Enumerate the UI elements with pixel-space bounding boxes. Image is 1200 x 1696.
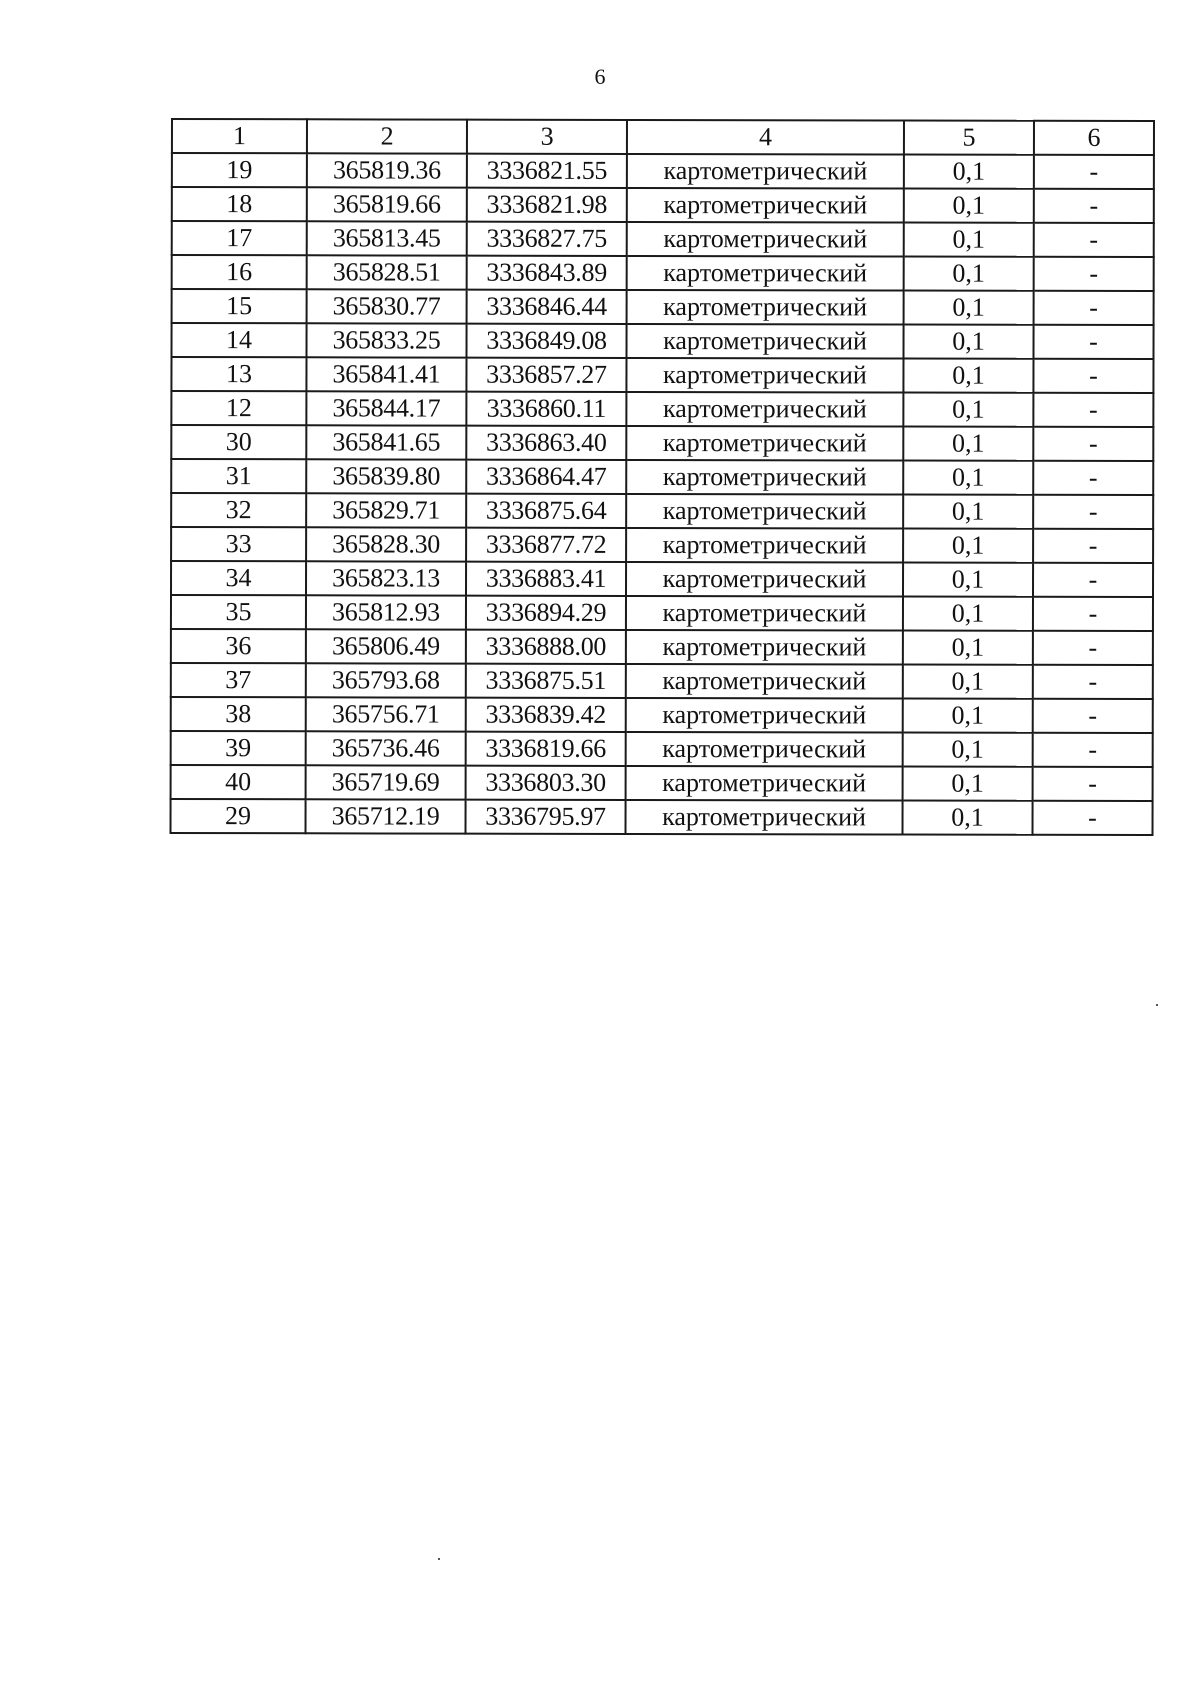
y-coordinate-cell: 3336821.98 (467, 188, 627, 222)
x-coordinate-cell: 365839.80 (306, 459, 466, 493)
point-number-cell: 33 (171, 527, 306, 561)
accuracy-cell: 0,1 (903, 529, 1033, 563)
method-cell: картометрический (626, 664, 903, 699)
header-cell: 5 (904, 121, 1034, 155)
table-row (171, 663, 1153, 699)
x-coordinate-cell: 365736.46 (306, 731, 466, 765)
y-coordinate-cell: 3336819.66 (466, 732, 626, 766)
note-cell: - (1033, 325, 1153, 359)
y-coordinate-cell: 3336863.40 (466, 426, 626, 460)
note-cell: - (1034, 223, 1154, 257)
accuracy-cell: 0,1 (904, 257, 1034, 291)
method-cell: картометрический (626, 358, 903, 393)
method-cell: картометрический (627, 290, 904, 325)
table-row (171, 629, 1153, 665)
table-row (171, 765, 1153, 801)
method-cell: картометрический (626, 732, 903, 767)
method-cell: картометрический (626, 698, 903, 733)
note-cell: - (1033, 801, 1153, 835)
note-cell: - (1034, 189, 1154, 223)
method-cell: картометрический (626, 766, 903, 801)
point-number-cell: 18 (172, 187, 307, 221)
x-coordinate-cell: 365712.19 (306, 799, 466, 833)
y-coordinate-cell: 3336894.29 (466, 596, 626, 630)
x-coordinate-cell: 365819.66 (307, 187, 467, 221)
note-cell: - (1033, 699, 1153, 733)
accuracy-cell: 0,1 (903, 495, 1033, 529)
x-coordinate-cell: 365828.30 (306, 527, 466, 561)
method-cell: картометрический (626, 324, 903, 359)
method-cell: картометрический (627, 256, 904, 291)
accuracy-cell: 0,1 (903, 801, 1033, 835)
accuracy-cell: 0,1 (903, 359, 1033, 393)
table-row (172, 221, 1154, 257)
table-row (171, 697, 1153, 733)
y-coordinate-cell: 3336821.55 (467, 154, 627, 188)
point-number-cell: 29 (171, 799, 306, 833)
method-cell: картометрический (627, 154, 904, 189)
x-coordinate-cell: 365823.13 (306, 561, 466, 595)
point-number-cell: 14 (171, 323, 306, 357)
note-cell: - (1034, 257, 1154, 291)
method-cell: картометрический (626, 596, 903, 631)
accuracy-cell: 0,1 (904, 223, 1034, 257)
note-cell: - (1034, 155, 1154, 189)
accuracy-cell: 0,1 (903, 461, 1033, 495)
note-cell: - (1033, 495, 1153, 529)
x-coordinate-cell: 365812.93 (306, 595, 466, 629)
y-coordinate-cell: 3336877.72 (466, 528, 626, 562)
accuracy-cell: 0,1 (903, 427, 1033, 461)
table-row (171, 425, 1153, 461)
table-row (172, 153, 1154, 189)
x-coordinate-cell: 365756.71 (306, 697, 466, 731)
accuracy-cell: 0,1 (903, 393, 1033, 427)
method-cell: картометрический (626, 460, 903, 495)
note-cell: - (1033, 665, 1153, 699)
accuracy-cell: 0,1 (904, 291, 1034, 325)
method-cell: картометрический (627, 222, 904, 257)
y-coordinate-cell: 3336839.42 (466, 698, 626, 732)
y-coordinate-cell: 3336883.41 (466, 562, 626, 596)
accuracy-cell: 0,1 (903, 563, 1033, 597)
table-row (171, 731, 1153, 767)
note-cell: - (1034, 291, 1154, 325)
y-coordinate-cell: 3336843.89 (467, 256, 627, 290)
header-cell: 4 (627, 120, 904, 155)
accuracy-cell: 0,1 (903, 767, 1033, 801)
point-number-cell: 12 (171, 391, 306, 425)
table-row (171, 493, 1153, 529)
accuracy-cell: 0,1 (903, 631, 1033, 665)
point-number-cell: 37 (171, 663, 306, 697)
accuracy-cell: 0,1 (903, 699, 1033, 733)
note-cell: - (1033, 461, 1153, 495)
method-cell: картометрический (626, 494, 903, 529)
table-row (172, 289, 1154, 325)
header-cell: 3 (467, 120, 627, 154)
note-cell: - (1033, 767, 1153, 801)
y-coordinate-cell: 3336827.75 (467, 222, 627, 256)
point-number-cell: 13 (171, 357, 306, 391)
table-row (171, 527, 1153, 563)
accuracy-cell: 0,1 (903, 665, 1033, 699)
note-cell: - (1033, 733, 1153, 767)
table-row (171, 561, 1153, 597)
point-number-cell: 19 (172, 153, 307, 187)
y-coordinate-cell: 3336875.64 (466, 494, 626, 528)
point-number-cell: 36 (171, 629, 306, 663)
y-coordinate-cell: 3336846.44 (467, 290, 627, 324)
note-cell: - (1033, 393, 1153, 427)
x-coordinate-cell: 365844.17 (306, 391, 466, 425)
scan-speck (1156, 1004, 1158, 1006)
x-coordinate-cell: 365841.41 (306, 357, 466, 391)
y-coordinate-cell: 3336849.08 (466, 324, 626, 358)
table-row (171, 323, 1153, 359)
note-cell: - (1033, 529, 1153, 563)
method-cell: картометрический (626, 800, 903, 835)
x-coordinate-cell: 365719.69 (306, 765, 466, 799)
x-coordinate-cell: 365829.71 (306, 493, 466, 527)
table-row (171, 595, 1153, 631)
accuracy-cell: 0,1 (903, 325, 1033, 359)
table-row (171, 357, 1153, 393)
x-coordinate-cell: 365793.68 (306, 663, 466, 697)
point-number-cell: 17 (172, 221, 307, 255)
note-cell: - (1033, 597, 1153, 631)
header-cell: 6 (1034, 121, 1154, 155)
point-number-cell: 35 (171, 595, 306, 629)
y-coordinate-cell: 3336860.11 (466, 392, 626, 426)
accuracy-cell: 0,1 (904, 189, 1034, 223)
x-coordinate-cell: 365833.25 (306, 323, 466, 357)
accuracy-cell: 0,1 (904, 155, 1034, 189)
y-coordinate-cell: 3336803.30 (466, 766, 626, 800)
method-cell: картометрический (627, 188, 904, 223)
table-row (171, 459, 1153, 495)
y-coordinate-cell: 3336888.00 (466, 630, 626, 664)
page-number: 6 (594, 64, 606, 89)
x-coordinate-cell: 365828.51 (307, 255, 467, 289)
note-cell: - (1033, 359, 1153, 393)
x-coordinate-cell: 365830.77 (307, 289, 467, 323)
method-cell: картометрический (626, 630, 903, 665)
x-coordinate-cell: 365841.65 (306, 425, 466, 459)
y-coordinate-cell: 3336857.27 (466, 358, 626, 392)
method-cell: картометрический (626, 426, 903, 461)
point-number-cell: 15 (172, 289, 307, 323)
note-cell: - (1033, 427, 1153, 461)
point-number-cell: 34 (171, 561, 306, 595)
table-body (171, 119, 1154, 835)
accuracy-cell: 0,1 (903, 733, 1033, 767)
header-cell: 1 (172, 119, 307, 153)
point-number-cell: 16 (172, 255, 307, 289)
point-number-cell: 38 (171, 697, 306, 731)
table-row (171, 799, 1153, 835)
method-cell: картометрический (626, 392, 903, 427)
accuracy-cell: 0,1 (903, 597, 1033, 631)
table-header-row (172, 119, 1154, 155)
y-coordinate-cell: 3336795.97 (466, 800, 626, 834)
table-row (171, 391, 1153, 427)
coordinates-table (170, 118, 1155, 836)
y-coordinate-cell: 3336875.51 (466, 664, 626, 698)
y-coordinate-cell: 3336864.47 (466, 460, 626, 494)
point-number-cell: 39 (171, 731, 306, 765)
table-row (172, 255, 1154, 291)
table-row (172, 187, 1154, 223)
point-number-cell: 40 (171, 765, 306, 799)
point-number-cell: 30 (171, 425, 306, 459)
point-number-cell: 31 (171, 459, 306, 493)
scan-speck (438, 1558, 440, 1560)
point-number-cell: 32 (171, 493, 306, 527)
x-coordinate-cell: 365813.45 (307, 221, 467, 255)
method-cell: картометрический (626, 528, 903, 563)
x-coordinate-cell: 365806.49 (306, 629, 466, 663)
method-cell: картометрический (626, 562, 903, 597)
header-cell: 2 (307, 119, 467, 153)
note-cell: - (1033, 563, 1153, 597)
note-cell: - (1033, 631, 1153, 665)
x-coordinate-cell: 365819.36 (307, 153, 467, 187)
